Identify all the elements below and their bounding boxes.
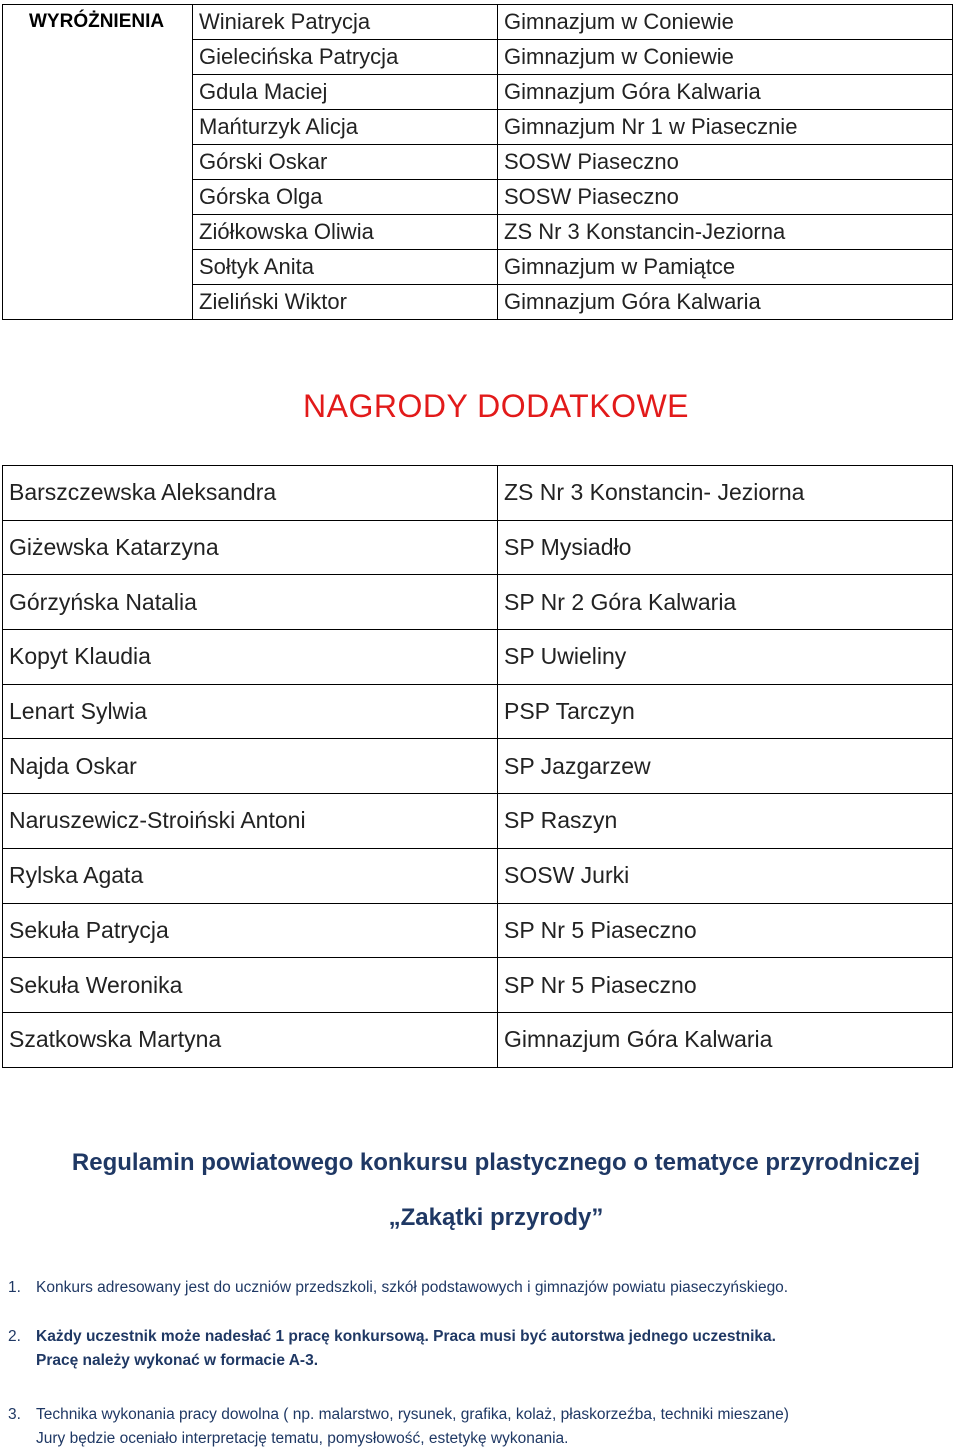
student-name: Sołtyk Anita bbox=[193, 250, 498, 285]
rule-text: Jury będzie oceniało interpretację tematu, pomysłowość, estetykę wykonania. bbox=[36, 1430, 569, 1447]
student-name: Najda Oskar bbox=[3, 739, 498, 794]
table-row bbox=[3, 848, 953, 903]
wyroznienia-label: WYRÓŻNIENIA bbox=[3, 5, 193, 40]
regulamin-title: Regulamin powiatowego konkursu plastycznego o tematyce przyrodniczej bbox=[71, 1149, 921, 1176]
table-row bbox=[3, 75, 953, 110]
table-row bbox=[3, 739, 953, 794]
rule-number: 1. bbox=[8, 1279, 21, 1296]
school-name: Gimnazjum w Pamiątce bbox=[498, 250, 953, 285]
regulamin-subtitle: „Zakątki przyrody” bbox=[388, 1204, 604, 1231]
school-name: Gimnazjum Góra Kalwaria bbox=[498, 285, 953, 320]
school-name: Gimnazjum Góra Kalwaria bbox=[498, 75, 953, 110]
student-name: Barszczewska Aleksandra bbox=[3, 466, 498, 521]
rule-text: Technika wykonania pracy dowolna ( np. malarstwo, rysunek, grafika, kolaż, płaskorzeźba, techniki mieszane) bbox=[36, 1406, 789, 1423]
wyroznienia-table bbox=[2, 4, 953, 320]
school-name: SP Mysiadło bbox=[498, 520, 953, 575]
student-name: Górski Oskar bbox=[193, 145, 498, 180]
table-row bbox=[3, 903, 953, 958]
table-row bbox=[3, 466, 953, 521]
student-name: Szatkowska Martyna bbox=[3, 1012, 498, 1067]
rule-text: Każdy uczestnik może nadesłać 1 pracę konkursową. Praca musi być autorstwa jednego uczestnika. bbox=[36, 1328, 776, 1345]
school-name: ZS Nr 3 Konstancin-Jeziorna bbox=[498, 215, 953, 250]
nagrody-heading: NAGRODY DODATKOWE bbox=[302, 388, 689, 424]
table-row bbox=[3, 575, 953, 630]
school-name: SOSW Piaseczno bbox=[498, 145, 953, 180]
student-name: Górska Olga bbox=[193, 180, 498, 215]
student-name: Giżewska Katarzyna bbox=[3, 520, 498, 575]
rule-text: Konkurs adresowany jest do uczniów przedszkoli, szkół podstawowych i gimnazjów powiatu piaseczyńskiego. bbox=[36, 1279, 789, 1296]
school-name: SP Nr 5 Piaseczno bbox=[498, 903, 953, 958]
rule-item bbox=[8, 1276, 953, 1300]
school-name: PSP Tarczyn bbox=[498, 684, 953, 739]
student-name: Kopyt Klaudia bbox=[3, 630, 498, 685]
student-name: Rylska Agata bbox=[3, 848, 498, 903]
table-row bbox=[3, 520, 953, 575]
rule-number: 3. bbox=[8, 1406, 21, 1423]
school-name: SP Nr 5 Piaseczno bbox=[498, 958, 953, 1013]
rule-item bbox=[8, 1403, 953, 1451]
school-name: Gimnazjum Góra Kalwaria bbox=[498, 1012, 953, 1067]
table-row bbox=[3, 285, 953, 320]
student-name: Winiarek Patrycja bbox=[193, 5, 498, 40]
school-name: Gimnazjum Nr 1 w Piasecznie bbox=[498, 110, 953, 145]
table-row bbox=[3, 1012, 953, 1067]
student-name: Mańturzyk Alicja bbox=[193, 110, 498, 145]
school-name: Gimnazjum w Coniewie bbox=[498, 40, 953, 75]
rule-text: Pracę należy wykonać w formacie A-3. bbox=[36, 1352, 318, 1369]
table-row bbox=[3, 630, 953, 685]
table-row bbox=[3, 958, 953, 1013]
student-name: Gdula Maciej bbox=[193, 75, 498, 110]
school-name: SOSW Jurki bbox=[498, 848, 953, 903]
school-name: ZS Nr 3 Konstancin- Jeziorna bbox=[498, 466, 953, 521]
school-name: SOSW Piaseczno bbox=[498, 180, 953, 215]
table-row bbox=[3, 5, 953, 40]
table-row bbox=[3, 794, 953, 849]
school-name: Gimnazjum w Coniewie bbox=[498, 5, 953, 40]
student-name: Lenart Sylwia bbox=[3, 684, 498, 739]
student-name: Sekuła Weronika bbox=[3, 958, 498, 1013]
student-name: Zieliński Wiktor bbox=[193, 285, 498, 320]
school-name: SP Jazgarzew bbox=[498, 739, 953, 794]
rule-number: 2. bbox=[8, 1328, 21, 1345]
student-name: Gielecińska Patrycja bbox=[193, 40, 498, 75]
table-row bbox=[3, 40, 953, 75]
table-row bbox=[3, 684, 953, 739]
student-name: Ziółkowska Oliwia bbox=[193, 215, 498, 250]
table-row bbox=[3, 250, 953, 285]
school-name: SP Raszyn bbox=[498, 794, 953, 849]
school-name: SP Uwieliny bbox=[498, 630, 953, 685]
table-row bbox=[3, 145, 953, 180]
nagrody-table bbox=[2, 465, 953, 1068]
table-row bbox=[3, 215, 953, 250]
school-name: SP Nr 2 Góra Kalwaria bbox=[498, 575, 953, 630]
student-name: Sekuła Patrycja bbox=[3, 903, 498, 958]
student-name: Naruszewicz-Stroiński Antoni bbox=[3, 794, 498, 849]
table-row bbox=[3, 110, 953, 145]
rule-item bbox=[8, 1325, 953, 1373]
student-name: Górzyńska Natalia bbox=[3, 575, 498, 630]
table-row bbox=[3, 180, 953, 215]
